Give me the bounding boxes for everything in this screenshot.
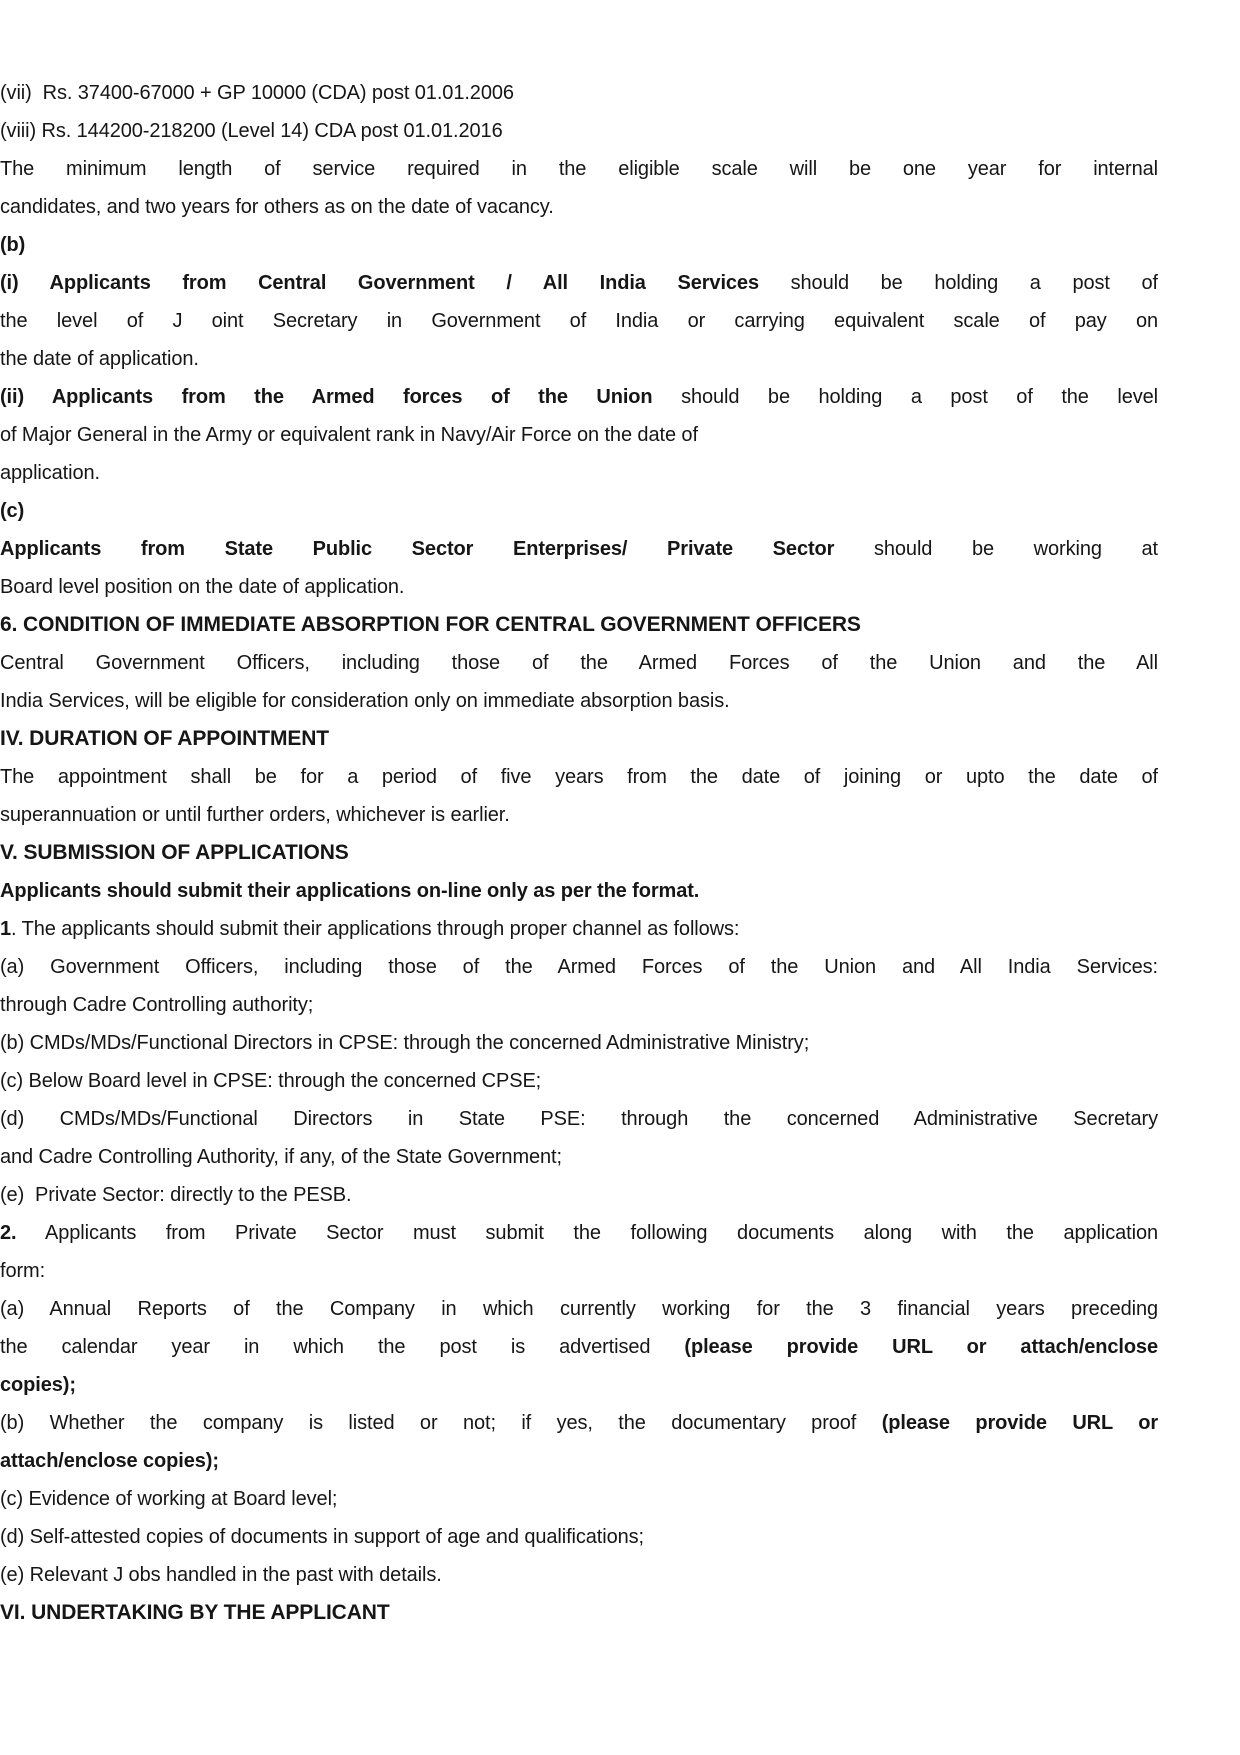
- section-iv-paragraph: The appointment shall be for a period of five years from the date of joining or upto the date of superannuation or until further orders, whichever is earlier.: [0, 766, 1158, 826]
- docs-item-b: (b) Whether the company is listed or not; if yes, the documentary proof (please provide URL or attach/enclose copies);: [0, 1412, 1158, 1472]
- channel-item-b: (b) CMDs/MDs/Functional Directors in CPSE: through the concerned Administrative Ministry;: [0, 1032, 810, 1054]
- section-v-heading: V. SUBMISSION OF APPLICATIONS: [0, 841, 349, 864]
- section-vi-heading: VI. UNDERTAKING BY THE APPLICANT: [0, 1601, 390, 1624]
- channel-item-d: (d) CMDs/MDs/Functional Directors in State PSE: through the concerned Administrative Secretary and Cadre Controlling Authority, if any, of the State Government;: [0, 1108, 1158, 1168]
- pay-scale-item-vii: (vii) Rs. 37400-67000 + GP 10000 (CDA) post 01.01.2006: [0, 82, 514, 104]
- clause-c-paragraph: Applicants from State Public Sector Enterprises/ Private Sector should be working at Board level position on the date of application.: [0, 538, 1158, 598]
- clause-b-item-i: (i) Applicants from Central Government / All India Services should be holding a post of the level of J oint Secretary in Government of India or carrying equivalent scale of pay on the date of application.: [0, 272, 1158, 370]
- minimum-service-paragraph: The minimum length of service required in the eligible scale will be one year for internal candidates, and two years for others as on the date of vacancy.: [0, 158, 1158, 218]
- clause-b-label: (b): [0, 234, 26, 256]
- docs-item-d: (d) Self-attested copies of documents in support of age and qualifications;: [0, 1526, 644, 1548]
- section-6-heading: 6. CONDITION OF IMMEDIATE ABSORPTION FOR CENTRAL GOVERNMENT OFFICERS: [0, 613, 861, 636]
- pay-scale-item-viii: (viii) Rs. 144200-218200 (Level 14) CDA post 01.01.2016: [0, 120, 503, 142]
- clause-b-item-ii: (ii) Applicants from the Armed forces of the Union should be holding a post of the level of Major General in the Army or equivalent rank in Navy/Air Force on the date of application.: [0, 386, 1158, 484]
- private-sector-docs-intro: 2. Applicants from Private Sector must submit the following documents along with the application form:: [0, 1222, 1158, 1282]
- channel-item-a: (a) Government Officers, including those of the Armed Forces of the Union and All India Services: through Cadre Controlling authority;: [0, 956, 1158, 1016]
- docs-item-e: (e) Relevant J obs handled in the past with details.: [0, 1564, 442, 1586]
- docs-item-c: (c) Evidence of working at Board level;: [0, 1488, 338, 1510]
- document-body: [0, 74, 1158, 1632]
- channel-item-e: (e) Private Sector: directly to the PESB.: [0, 1184, 352, 1206]
- channel-item-c: (c) Below Board level in CPSE: through the concerned CPSE;: [0, 1070, 542, 1092]
- docs-item-a: (a) Annual Reports of the Company in which currently working for the 3 financial years preceding the calendar year in which the post is advertised (please provide URL or attach/enclose copies);: [0, 1298, 1158, 1396]
- section-iv-heading: IV. DURATION OF APPOINTMENT: [0, 727, 330, 750]
- section-6-paragraph: Central Government Officers, including those of the Armed Forces of the Union and the All India Services, will be eligible for consideration only on immediate absorption basis.: [0, 652, 1158, 712]
- clause-c-label: (c): [0, 500, 25, 522]
- online-submission-note: Applicants should submit their applications on-line only as per the format.: [0, 880, 700, 902]
- channel-intro: 1. The applicants should submit their applications through proper channel as follows:: [0, 918, 740, 940]
